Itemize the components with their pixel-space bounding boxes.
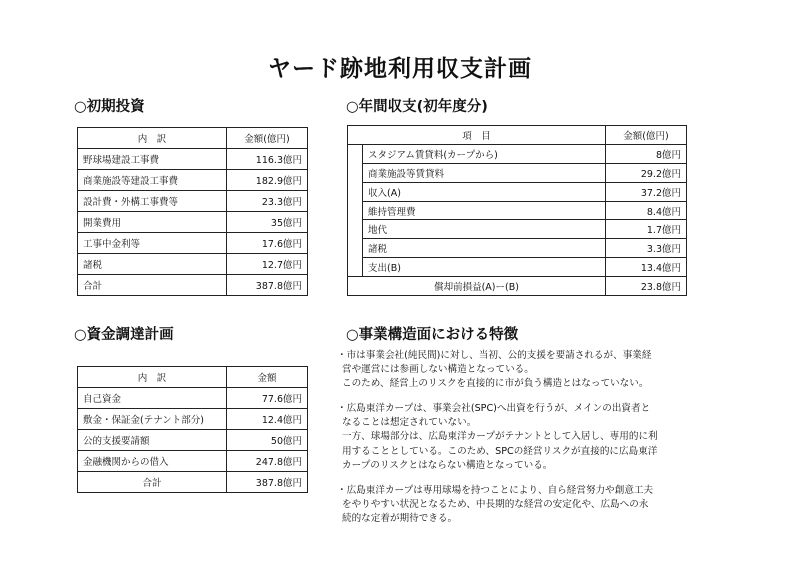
row-label: 地代 (363, 220, 606, 239)
table-row (78, 233, 308, 254)
row-label: 商業施設等建設工事費 (78, 170, 227, 191)
column-header: 金額 (227, 367, 308, 388)
table-row (78, 149, 308, 170)
row-value: 23.3億円 (227, 191, 308, 212)
initial-investment-heading: ○初期投資 (74, 99, 145, 115)
row-label: 設計費・外構工事費等 (78, 191, 227, 212)
features-notes (337, 349, 699, 537)
row-label: 敷金・保証金(テナント部分) (78, 409, 227, 430)
row-value: 13.4億円 (606, 258, 687, 277)
table-row (348, 277, 687, 296)
row-value: 387.8億円 (227, 275, 308, 296)
note-line: をやりやすい状況となるため、中長期的な経営の安定化や、広島への永 (342, 498, 649, 510)
row-label: 合計 (78, 472, 227, 493)
features-heading: ○事業構造面における特徴 (346, 327, 519, 343)
row-label: 野球場建設工事費 (78, 149, 227, 170)
column-header: 金額(億円) (606, 126, 687, 145)
note-paragraph (337, 484, 699, 526)
row-label: 金融機関からの借入 (78, 451, 227, 472)
table-row (348, 220, 687, 239)
row-value: 8.4億円 (606, 201, 687, 220)
row-value: 12.4億円 (227, 409, 308, 430)
note-line: ・広島東洋カープは、事業会社(SPC)へ出資を行うが、メインの出資者と (337, 403, 651, 415)
note-line: ・広島東洋カープは専用球場を持つことにより、自ら経営努力や創意工夫 (337, 484, 654, 496)
note-line: ・市は事業会社(純民間)に対し、当初、公的支援を要請されるが、事業経 (337, 350, 652, 361)
row-label: 自己資金 (78, 388, 227, 409)
row-label: 支出(B) (363, 258, 606, 277)
initial-investment-table (77, 127, 308, 296)
column-header: 金額(億円) (227, 128, 308, 149)
funding-table (77, 366, 308, 493)
table-row (348, 182, 687, 201)
row-value: 387.8億円 (227, 472, 308, 493)
indent-cell (348, 239, 363, 258)
table-row (348, 258, 687, 277)
row-value: 29.2億円 (606, 163, 687, 182)
row-value: 182.9億円 (227, 170, 308, 191)
row-value: 50億円 (227, 430, 308, 451)
note-line: 一方、球場部分は、広島東洋カープがテナントとして入居し、専用的に利 (342, 431, 658, 443)
page-title: ヤード跡地利用収支計画 (268, 56, 532, 82)
row-value: 3.3億円 (606, 239, 687, 258)
row-label: 償却前損益(A)ー(B) (348, 277, 606, 296)
row-label: 諸税 (78, 254, 227, 275)
table-row (348, 163, 687, 182)
note-line: なることは想定されていない。 (342, 417, 477, 429)
note-paragraph (337, 349, 699, 391)
row-value: 1.7億円 (606, 220, 687, 239)
table-row (78, 275, 308, 296)
row-label: 公的支援要請額 (78, 430, 227, 451)
table-row (78, 409, 308, 430)
row-label: 維持管理費 (363, 201, 606, 220)
table-row (78, 472, 308, 493)
row-label: 合計 (78, 275, 227, 296)
table-row (78, 212, 308, 233)
indent-cell (348, 163, 363, 182)
indent-cell (348, 144, 363, 163)
row-value: 116.3億円 (227, 149, 308, 170)
row-label: 諸税 (363, 239, 606, 258)
row-value: 247.8億円 (227, 451, 308, 472)
table-row (348, 239, 687, 258)
table-row (78, 170, 308, 191)
table-row (348, 144, 687, 163)
indent-cell (348, 201, 363, 220)
row-label: 商業施設等賃貸料 (363, 163, 606, 182)
table-row (348, 201, 687, 220)
note-line: このため、経営上のリスクを直接的に市が負う構造とはなっていない。 (342, 378, 649, 390)
table-row (78, 388, 308, 409)
annual-balance-heading: ○年間収支(初年度分) (346, 99, 488, 115)
note-line: 営や運営には参画しない構造となっている。 (342, 364, 534, 376)
row-value: 35億円 (227, 212, 308, 233)
indent-cell (348, 220, 363, 239)
table-row (78, 430, 308, 451)
note-line: 用することとしている。このため、SPCの経営リスクが直接的に広島東洋 (342, 445, 658, 457)
column-header: 項 目 (348, 126, 606, 145)
row-value: 8億円 (606, 144, 687, 163)
row-value: 77.6億円 (227, 388, 308, 409)
column-header: 内 訳 (78, 128, 227, 149)
row-label: スタジアム賃貸料(カープから) (363, 144, 606, 163)
indent-cell (348, 258, 363, 277)
row-label: 工事中金利等 (78, 233, 227, 254)
row-label: 収入(A) (363, 182, 606, 201)
column-header: 内 訳 (78, 367, 227, 388)
row-value: 23.8億円 (606, 277, 687, 296)
annual-balance-table (347, 125, 687, 296)
row-value: 17.6億円 (227, 233, 308, 254)
row-value: 37.2億円 (606, 182, 687, 201)
indent-cell (348, 182, 363, 201)
table-row (78, 451, 308, 472)
table-row (78, 191, 308, 212)
note-line: カープのリスクとはならない構造となっている。 (342, 459, 553, 471)
funding-heading: ○資金調達計画 (74, 327, 174, 343)
table-row (78, 254, 308, 275)
note-paragraph (337, 402, 699, 472)
note-line: 続的な定着が期待できる。 (342, 512, 458, 524)
row-label: 開業費用 (78, 212, 227, 233)
row-value: 12.7億円 (227, 254, 308, 275)
